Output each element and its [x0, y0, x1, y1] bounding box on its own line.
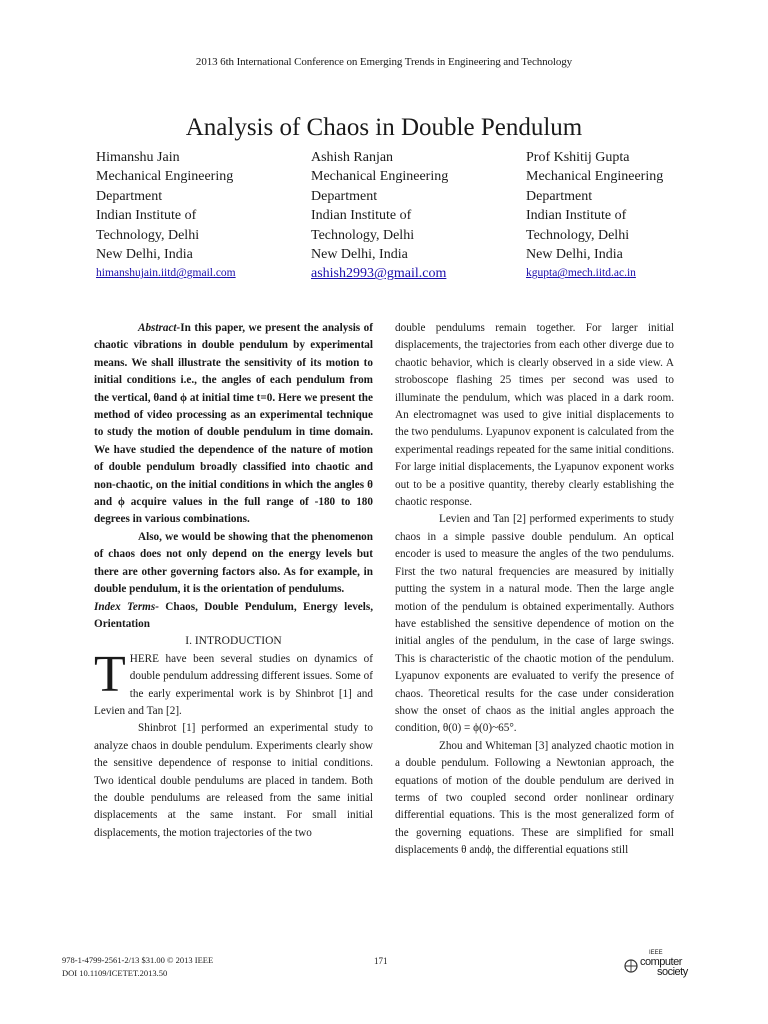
page-number: 171	[374, 956, 388, 966]
author-institute-2: Technology, Delhi	[526, 227, 630, 243]
right-paragraph-1: double pendulums remain together. For larger initial displacements, the trajectories from each other diverge due to chaotic behavior, which is clearly observed in a side view. A stroboscope flashing 25 times per second was used to illuminate the pendulum, which was placed in a dark room. An electromagnet was used to give initial displacements to the two pendulums. Lyapunov exponent is calculated from the experimental readings repeated for the same initial conditions. For large initial displacements, the Lyapunov exponent works out to be a positive quantity, thereby clearly establishing the chaotic response.	[395, 322, 674, 509]
author-dept-2: Department	[311, 188, 378, 204]
author-city: New Delhi, India	[526, 247, 623, 263]
logo-word-computer: computer	[640, 956, 682, 968]
author-institute: Indian Institute of	[311, 208, 412, 224]
author-city: New Delhi, India	[311, 247, 408, 263]
author-email-link[interactable]: himanshujain.iitd@gmail.com	[96, 267, 236, 280]
intro-paragraph-2: Shinbrot [1] performed an experimental study to analyze chaos in double pendulum. Experiments clearly show the sensitive dependence of response to initial conditions. Two identical double pendulums are placed in tandem. Both the double pendulums are released from the same initial displacements at the same instant. For small initial displacements, the motion trajectories of the two	[94, 722, 373, 839]
paper-title: Analysis of Chaos in Double Pendulum	[185, 114, 583, 141]
left-column	[94, 320, 373, 842]
author-dept-2: Department	[526, 188, 593, 204]
footer-isbn: 978-1-4799-2561-2/13 $31.00 © 2013 IEEE	[62, 955, 214, 965]
logo-word-society: society	[657, 966, 688, 978]
author-dept: Mechanical Engineering	[526, 169, 664, 185]
author-name: Ashish Ranjan	[311, 150, 394, 165]
footer-identifiers	[62, 954, 213, 980]
author-institute: Indian Institute of	[96, 208, 197, 224]
index-terms-label: Index Terms-	[94, 600, 159, 613]
conference-header: 2013 6th International Conference on Emerging Trends in Engineering and Technology	[195, 56, 573, 68]
author-institute-2: Technology, Delhi	[96, 227, 200, 243]
drop-cap: T	[94, 645, 126, 703]
author-city: New Delhi, India	[96, 247, 193, 263]
index-terms-text: Chaos, Double Pendulum, Energy levels, Orientation	[94, 600, 374, 630]
abstract-label: Abstract-	[138, 322, 181, 334]
author-dept: Mechanical Engineering	[311, 169, 449, 185]
computer-society-logo	[624, 950, 714, 980]
author-email-link[interactable]: kgupta@mech.iitd.ac.in	[526, 267, 636, 280]
author-email-link[interactable]: ashish2993@gmail.com	[311, 266, 447, 282]
abstract	[94, 320, 373, 529]
footer-doi: DOI 10.1109/ICETET.2013.50	[62, 968, 168, 978]
computer-society-globe-icon	[624, 959, 638, 973]
right-paragraph-2: Levien and Tan [2] performed experiments to study chaos in a simple passive double pendulum. An optical encoder is used to measure the angles of the two pendulums. First the two natural frequencies are measured by initially putting the system in a natural mode. Then the large angle motion of the pendulum is obtained experimentally. Authors have established the sensitive dependence of motion on the initial angles of the pendulum, in the case of large swings. This is characteristic of the chaotic motion of the pendulum. Lyapunov exponents are evaluated to verify the presence of chaos. Theoretical results for the case under consideration show the onset of chaos as the initial angles approach the condition, θ(0) = ϕ(0)~65°.	[395, 513, 674, 735]
author-dept-2: Department	[96, 188, 163, 204]
abstract-text: In this paper, we present the analysis of chaotic vibrations in double pendulum by experimental means. We shall illustrate the sensitivity of its motion to initial conditions i.e., the angles of each pendulum from the vertical, θand ϕ at initial time t=0. Here we present the method of video processing as an experimental technique to study the motion of double pendulum in time domain. We have studied the dependence of the nature of motion of double pendulum broadly classified into chaotic and non-chaotic, on the initial conditions in which the angles θ and ϕ acquire values in the full range of -180 to 180 degrees in various combinations.	[94, 322, 373, 526]
author-name: Himanshu Jain	[96, 150, 180, 165]
intro-paragraph-1-text: HERE have been several studies on dynamics of double pendulum addressing different issues. Some of the early experimental work is by Shinbrot [1] and Levien and Tan [2].	[94, 652, 373, 717]
author-institute-2: Technology, Delhi	[311, 227, 415, 243]
author-name: Prof Kshitij Gupta	[526, 150, 630, 165]
author-1	[96, 148, 296, 284]
right-column	[395, 320, 674, 860]
right-paragraph-3: Zhou and Whiteman [3] analyzed chaotic motion in a double pendulum. Following a Newtonian approach, the equations of motion of the double pendulum are derived in terms of two coupled second order nonlinear ordinary differential equations. This is the most generalized form of the governing equations. These are simplified for small displacements θ andϕ, the differential equations still	[395, 739, 674, 857]
section-heading-introduction: I. INTRODUCTION	[185, 635, 282, 648]
index-terms	[94, 599, 373, 634]
logo-ieee-text: IEEE	[649, 950, 663, 956]
intro-paragraph-1	[94, 645, 373, 721]
author-dept: Mechanical Engineering	[96, 169, 234, 185]
author-3	[526, 148, 726, 284]
author-2	[311, 148, 511, 284]
author-institute: Indian Institute of	[526, 208, 627, 224]
abstract-paragraph-2: Also, we would be showing that the phenomenon of chaos does not only depend on the energy levels but there are other governing factors also. As for example, in double pendulum, it is the orientation of pendulums.	[94, 530, 373, 596]
